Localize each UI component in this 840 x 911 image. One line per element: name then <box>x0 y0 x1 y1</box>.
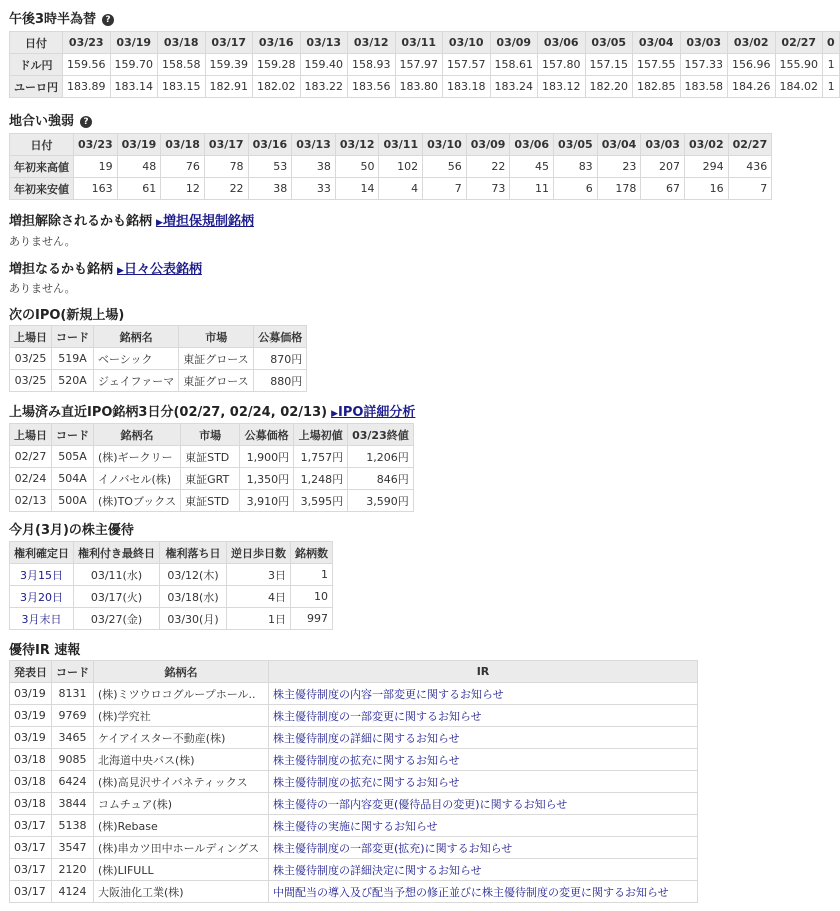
table-cell: 7 <box>423 178 467 200</box>
margin-release-link-label: 増担保規制銘柄 <box>162 214 254 229</box>
table-cell: 7 <box>728 178 772 200</box>
table-cell: 03/17 <box>10 881 52 903</box>
column-header: 市場 <box>179 326 254 348</box>
fx-table <box>9 31 840 98</box>
row-label: ユーロ円 <box>10 76 63 98</box>
table-cell: 1 <box>823 54 840 76</box>
table-cell: 03/25 <box>10 348 52 370</box>
table-row <box>10 468 414 490</box>
table-cell: 158.58 <box>158 54 206 76</box>
table-cell: 500A <box>52 490 94 512</box>
date-header: 03/19 <box>117 134 161 156</box>
table-cell: 102 <box>379 156 423 178</box>
table-cell: 03/17 <box>10 837 52 859</box>
table-cell: 76 <box>161 156 205 178</box>
table-cell: ベーシック <box>94 348 179 370</box>
table-cell: 184.26 <box>728 76 776 98</box>
date-header: 03/13 <box>292 134 336 156</box>
margin-add-link[interactable] <box>117 262 202 277</box>
ir-link[interactable]: 株主優待制度の内容一部変更に関するお知らせ <box>269 683 698 705</box>
table-cell: 03/17 <box>10 815 52 837</box>
benefits-table <box>9 541 333 630</box>
margin-release-none: ありません。 <box>9 235 76 248</box>
table-row <box>10 881 698 903</box>
table-cell: 183.56 <box>348 76 396 98</box>
date-header: 03/03 <box>680 32 728 54</box>
table-cell: 163 <box>74 178 118 200</box>
table-cell: 東証グロース <box>179 370 254 392</box>
table-cell: 4 <box>379 178 423 200</box>
date-header: 03/19 <box>110 32 158 54</box>
column-header: 市場 <box>181 424 240 446</box>
table-cell: 184.02 <box>775 76 823 98</box>
help-icon[interactable]: ? <box>80 116 92 128</box>
table-cell: 1,248円 <box>294 468 348 490</box>
table-cell: 03/11(水) <box>74 564 160 586</box>
fx-table-wrap <box>9 31 835 101</box>
column-header: 銘柄名 <box>94 326 179 348</box>
table-cell: 3日 <box>227 564 291 586</box>
column-header: コード <box>52 326 94 348</box>
next-ipo-table <box>9 325 307 392</box>
table-cell: 1,350円 <box>240 468 294 490</box>
table-cell: 78 <box>204 156 248 178</box>
table-cell: 183.58 <box>680 76 728 98</box>
date-header: 03/03 <box>641 134 685 156</box>
date-header: 02/27 <box>728 134 772 156</box>
table-cell: 23 <box>597 156 641 178</box>
table-cell: 183.22 <box>300 76 348 98</box>
table-cell: 520A <box>52 370 94 392</box>
table-row <box>10 446 414 468</box>
table-cell: 207 <box>641 156 685 178</box>
table-cell: 11 <box>510 178 554 200</box>
table-cell: 9085 <box>52 749 94 771</box>
table-cell: 16 <box>684 178 728 200</box>
table-cell: 182.85 <box>633 76 681 98</box>
table-row <box>10 793 698 815</box>
table-cell: 178 <box>597 178 641 200</box>
table-cell: 182.20 <box>585 76 633 98</box>
benefit-ir-table <box>9 660 698 903</box>
ir-link[interactable]: 株主優待の実施に関するお知らせ <box>269 815 698 837</box>
column-header: 上場初値 <box>294 424 348 446</box>
table-row <box>10 815 698 837</box>
table-cell: 03/17 <box>10 859 52 881</box>
table-cell: ケイアイスター不動産(株) <box>94 727 269 749</box>
table-cell: 03/30(月) <box>160 608 227 630</box>
column-header: 銘柄数 <box>291 542 333 564</box>
date-header: 03/11 <box>379 134 423 156</box>
margin-add-none: ありません。 <box>9 282 76 295</box>
table-cell: 158.61 <box>490 54 538 76</box>
table-cell: 436 <box>728 156 772 178</box>
table-cell: 183.18 <box>443 76 491 98</box>
ir-link[interactable]: 株主優待制度の一部変更に関するお知らせ <box>269 705 698 727</box>
table-cell: 2120 <box>52 859 94 881</box>
table-row <box>10 76 840 98</box>
table-cell: 8131 <box>52 683 94 705</box>
table-row <box>10 705 698 727</box>
table-cell: 504A <box>52 468 94 490</box>
strength-section-title <box>9 110 92 129</box>
table-cell: 02/24 <box>10 468 52 490</box>
table-row <box>10 859 698 881</box>
table-cell: 4124 <box>52 881 94 903</box>
table-cell: 159.28 <box>253 54 301 76</box>
date-header: 0 <box>823 32 840 54</box>
table-row <box>10 156 772 178</box>
table-cell: 880円 <box>254 370 307 392</box>
benefit-date-link[interactable]: 3月20日 <box>10 586 74 608</box>
next-ipo-heading <box>9 304 124 323</box>
recent-ipo-heading <box>9 401 415 420</box>
date-header: 03/23 <box>63 32 111 54</box>
margin-release-heading <box>9 210 254 229</box>
margin-release-title: 増担解除されるかも銘柄 <box>9 214 153 229</box>
table-cell: 183.89 <box>63 76 111 98</box>
table-cell: (株)ミツウロコグループホール.. <box>94 683 269 705</box>
table-row <box>10 837 698 859</box>
table-cell: 182.02 <box>253 76 301 98</box>
table-cell: 3844 <box>52 793 94 815</box>
help-icon[interactable]: ? <box>102 14 114 26</box>
benefit-date-link[interactable]: 3月末日 <box>10 608 74 630</box>
table-cell: 3,910円 <box>240 490 294 512</box>
table-cell: 03/18 <box>10 749 52 771</box>
date-header: 03/02 <box>728 32 776 54</box>
benefit-ir-title: 優待IR 速報 <box>9 643 81 658</box>
table-cell: 73 <box>466 178 510 200</box>
table-cell: 4日 <box>227 586 291 608</box>
column-header: 権利確定日 <box>10 542 74 564</box>
table-cell: 3,595円 <box>294 490 348 512</box>
table-row <box>10 727 698 749</box>
table-cell: 157.80 <box>538 54 586 76</box>
table-cell: 182.91 <box>205 76 253 98</box>
margin-add-title: 増担なるかも銘柄 <box>9 262 114 277</box>
date-header: 03/16 <box>248 134 292 156</box>
table-cell: 1 <box>291 564 333 586</box>
table-cell: 45 <box>510 156 554 178</box>
strength-table-wrap <box>9 133 768 203</box>
table-cell: 03/25 <box>10 370 52 392</box>
table-cell: (株)串カツ田中ホールディングス <box>94 837 269 859</box>
table-cell: 東証GRT <box>181 468 240 490</box>
table-cell: 12 <box>161 178 205 200</box>
arrow-right-icon: ▶ <box>331 409 338 419</box>
table-row <box>10 749 698 771</box>
column-header: 逆日歩日数 <box>227 542 291 564</box>
table-cell: 1日 <box>227 608 291 630</box>
table-cell: 03/27(金) <box>74 608 160 630</box>
table-cell: イノバセル(株) <box>94 468 181 490</box>
table-row <box>10 370 307 392</box>
date-header: 03/04 <box>597 134 641 156</box>
table-cell: 北海道中央バス(株) <box>94 749 269 771</box>
date-header: 03/06 <box>510 134 554 156</box>
arrow-right-icon: ▶ <box>117 266 124 276</box>
column-header: コード <box>52 424 94 446</box>
table-cell: 157.97 <box>395 54 443 76</box>
table-cell: 294 <box>684 156 728 178</box>
column-header: 公募価格 <box>254 326 307 348</box>
date-header: 03/18 <box>158 32 206 54</box>
table-cell: 大阪油化工業(株) <box>94 881 269 903</box>
table-cell: 183.80 <box>395 76 443 98</box>
table-cell: 183.14 <box>110 76 158 98</box>
table-cell: 22 <box>204 178 248 200</box>
table-cell: 東証STD <box>181 446 240 468</box>
table-cell: 846円 <box>348 468 414 490</box>
table-cell: 03/18(水) <box>160 586 227 608</box>
strength-table <box>9 133 772 200</box>
table-cell: 03/19 <box>10 683 52 705</box>
date-header: 03/17 <box>205 32 253 54</box>
table-cell: 158.93 <box>348 54 396 76</box>
ir-link[interactable]: 株主優待制度の詳細に関するお知らせ <box>269 727 698 749</box>
benefit-date-link[interactable]: 3月15日 <box>10 564 74 586</box>
table-cell: 48 <box>117 156 161 178</box>
ipo-detail-link[interactable] <box>331 405 415 420</box>
ir-link[interactable]: 株主優待制度の拡充に関するお知らせ <box>269 771 698 793</box>
table-cell: (株)ギークリー <box>94 446 181 468</box>
date-header-label: 日付 <box>10 134 74 156</box>
date-header: 03/09 <box>490 32 538 54</box>
table-cell: 東証グロース <box>179 348 254 370</box>
table-cell: (株)学究社 <box>94 705 269 727</box>
table-cell: (株)LIFULL <box>94 859 269 881</box>
ir-link[interactable]: 株主優待制度の詳細決定に関するお知らせ <box>269 859 698 881</box>
recent-ipo-title: 上場済み直近IPO銘柄3日分(02/27, 02/24, 02/13) <box>9 405 328 420</box>
date-header: 03/10 <box>423 134 467 156</box>
column-header: IR <box>269 661 698 683</box>
column-header: 上場日 <box>10 424 52 446</box>
table-cell: 159.70 <box>110 54 158 76</box>
table-cell: 83 <box>554 156 598 178</box>
ir-link[interactable]: 中間配当の導入及び配当予想の修正並びに株主優待制度の変更に関するお知らせ <box>269 881 698 903</box>
table-cell: 19 <box>74 156 118 178</box>
table-cell: 1,206円 <box>348 446 414 468</box>
column-header: 銘柄名 <box>94 424 181 446</box>
table-cell: 9769 <box>52 705 94 727</box>
fx-section-title <box>9 8 114 27</box>
table-cell: 997 <box>291 608 333 630</box>
table-cell: 155.90 <box>775 54 823 76</box>
table-cell: 03/18 <box>10 771 52 793</box>
table-cell: 02/27 <box>10 446 52 468</box>
benefit-ir-heading <box>9 639 80 658</box>
table-cell: 東証STD <box>181 490 240 512</box>
column-header: 03/23終値 <box>348 424 414 446</box>
table-cell: ジェイファーマ <box>94 370 179 392</box>
date-header: 03/23 <box>74 134 118 156</box>
table-cell: 3465 <box>52 727 94 749</box>
column-header: 上場日 <box>10 326 52 348</box>
table-row <box>10 490 414 512</box>
margin-release-link[interactable] <box>156 214 254 229</box>
margin-add-heading <box>9 258 202 277</box>
date-header: 03/11 <box>395 32 443 54</box>
table-cell: 03/19 <box>10 705 52 727</box>
table-cell: 03/19 <box>10 727 52 749</box>
column-header: 権利付き最終日 <box>74 542 160 564</box>
table-row <box>10 771 698 793</box>
date-header: 03/16 <box>253 32 301 54</box>
table-row <box>10 564 333 586</box>
table-cell: 157.57 <box>443 54 491 76</box>
table-cell: (株)TOブックス <box>94 490 181 512</box>
table-row <box>10 586 333 608</box>
strength-title: 地合い強弱 <box>9 114 75 129</box>
column-header: コード <box>52 661 94 683</box>
benefits-heading <box>9 519 134 538</box>
table-cell: 33 <box>292 178 336 200</box>
table-cell: 505A <box>52 446 94 468</box>
table-cell: 56 <box>423 156 467 178</box>
table-cell: 10 <box>291 586 333 608</box>
table-cell: 159.40 <box>300 54 348 76</box>
margin-add-link-label: 日々公表銘柄 <box>123 262 202 277</box>
ir-link[interactable]: 株主優待制度の拡充に関するお知らせ <box>269 749 698 771</box>
table-cell: 183.12 <box>538 76 586 98</box>
table-cell: 67 <box>641 178 685 200</box>
date-header: 03/06 <box>538 32 586 54</box>
table-cell: 03/17(火) <box>74 586 160 608</box>
table-cell: 38 <box>248 178 292 200</box>
benefits-title: 今月(3月)の株主優待 <box>9 523 134 538</box>
ir-link[interactable]: 株主優待制度の一部変更(拡充)に関するお知らせ <box>269 837 698 859</box>
table-cell: 38 <box>292 156 336 178</box>
column-header: 公募価格 <box>240 424 294 446</box>
column-header: 発表日 <box>10 661 52 683</box>
next-ipo-title: 次のIPO(新規上場) <box>9 308 125 323</box>
date-header: 03/04 <box>633 32 681 54</box>
table-cell: 183.24 <box>490 76 538 98</box>
date-header: 03/13 <box>300 32 348 54</box>
table-cell: (株)Rebase <box>94 815 269 837</box>
table-row <box>10 683 698 705</box>
table-cell: 53 <box>248 156 292 178</box>
table-cell: 159.39 <box>205 54 253 76</box>
date-header: 03/12 <box>335 134 379 156</box>
ir-link[interactable]: 株主優待の一部内容変更(優待品目の変更)に関するお知らせ <box>269 793 698 815</box>
table-cell: コムチュア(株) <box>94 793 269 815</box>
table-row <box>10 178 772 200</box>
date-header: 03/18 <box>161 134 205 156</box>
table-cell: 03/12(木) <box>160 564 227 586</box>
row-label: 年初来安値 <box>10 178 74 200</box>
table-row <box>10 54 840 76</box>
table-cell: 159.56 <box>63 54 111 76</box>
table-cell: 156.96 <box>728 54 776 76</box>
table-row <box>10 348 307 370</box>
table-cell: 6 <box>554 178 598 200</box>
table-cell: 870円 <box>254 348 307 370</box>
date-header: 03/05 <box>585 32 633 54</box>
date-header-label: 日付 <box>10 32 63 54</box>
table-cell: 157.55 <box>633 54 681 76</box>
table-cell: 02/13 <box>10 490 52 512</box>
ipo-detail-link-label: IPO詳細分析 <box>337 405 416 420</box>
table-cell: 50 <box>335 156 379 178</box>
row-label: ドル円 <box>10 54 63 76</box>
table-cell: 03/18 <box>10 793 52 815</box>
table-cell: 519A <box>52 348 94 370</box>
date-header: 03/17 <box>204 134 248 156</box>
table-cell: 3,590円 <box>348 490 414 512</box>
column-header: 権利落ち日 <box>160 542 227 564</box>
table-cell: 61 <box>117 178 161 200</box>
column-header: 銘柄名 <box>94 661 269 683</box>
table-cell: 1,900円 <box>240 446 294 468</box>
date-header: 03/05 <box>554 134 598 156</box>
table-cell: 6424 <box>52 771 94 793</box>
date-header: 03/10 <box>443 32 491 54</box>
arrow-right-icon: ▶ <box>156 218 163 228</box>
date-header: 02/27 <box>775 32 823 54</box>
table-cell: 3547 <box>52 837 94 859</box>
table-cell: 22 <box>466 156 510 178</box>
date-header: 03/12 <box>348 32 396 54</box>
table-cell: 1 <box>823 76 840 98</box>
table-cell: (株)高見沢サイバネティックス <box>94 771 269 793</box>
table-cell: 1,757円 <box>294 446 348 468</box>
date-header: 03/02 <box>684 134 728 156</box>
recent-ipo-table <box>9 423 414 512</box>
table-cell: 14 <box>335 178 379 200</box>
table-row <box>10 608 333 630</box>
table-cell: 157.33 <box>680 54 728 76</box>
row-label: 年初来高値 <box>10 156 74 178</box>
table-cell: 183.15 <box>158 76 206 98</box>
date-header: 03/09 <box>466 134 510 156</box>
table-cell: 5138 <box>52 815 94 837</box>
fx-title: 午後3時半為替 <box>9 12 97 27</box>
table-cell: 157.15 <box>585 54 633 76</box>
